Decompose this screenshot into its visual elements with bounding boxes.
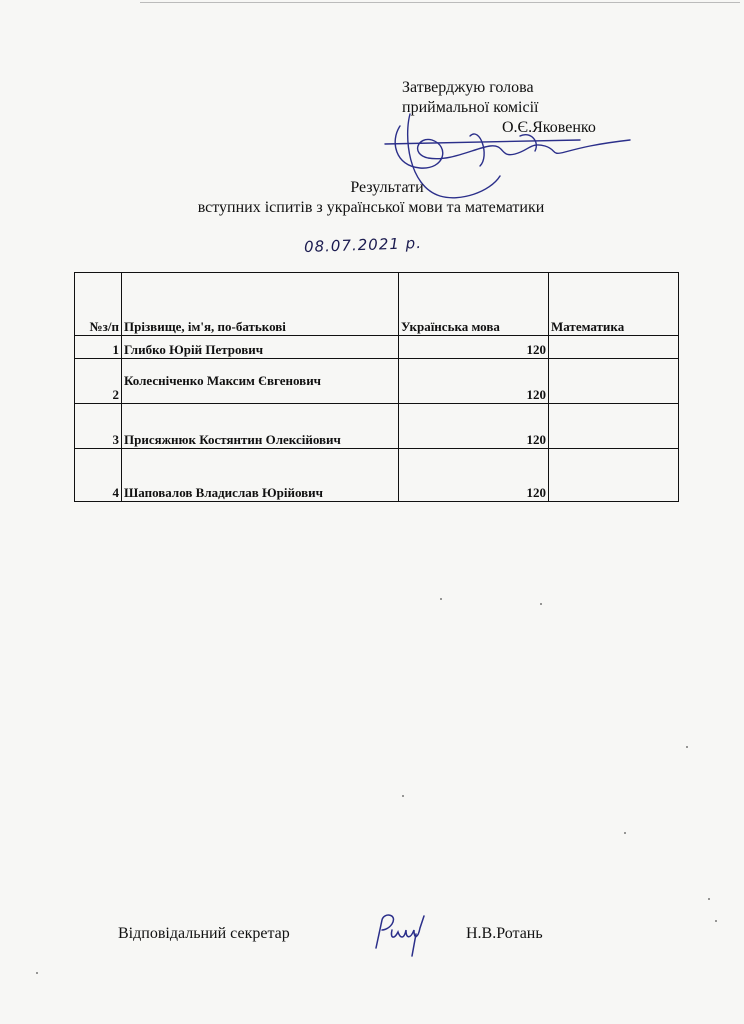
- row-math-score: [549, 359, 679, 404]
- header-name: Прізвище, ім'я, по-батькові: [122, 273, 399, 336]
- document-title: [0, 178, 744, 218]
- secretary-name: Н.В.Ротань: [466, 925, 543, 942]
- row-ukrainian-score: 120: [399, 449, 549, 502]
- table-row: [75, 449, 679, 502]
- secretary-signature: [368, 908, 438, 958]
- scan-speck: [440, 598, 442, 600]
- approval-line-1: Затверджую голова: [402, 79, 534, 96]
- row-num: 1: [75, 336, 122, 359]
- table-row: [75, 404, 679, 449]
- scan-speck: [715, 920, 717, 922]
- row-math-score: [549, 336, 679, 359]
- handwritten-date: 08.07.2021 р.: [303, 233, 423, 257]
- row-ukrainian-score: 120: [399, 404, 549, 449]
- row-name: Глибко Юрій Петрович: [122, 336, 399, 359]
- results-table: [74, 272, 679, 502]
- scan-speck: [540, 603, 542, 605]
- approval-signatory: О.Є.Яковенко: [502, 119, 596, 136]
- scan-speck: [36, 972, 38, 974]
- row-name: Колесніченко Максим Євгенович: [122, 359, 399, 404]
- row-num: 3: [75, 404, 122, 449]
- header-math: Математика: [549, 273, 679, 336]
- row-math-score: [549, 449, 679, 502]
- scan-edge-line: [140, 2, 740, 3]
- scan-speck: [708, 898, 710, 900]
- approval-line-2: приймальної комісії: [402, 99, 539, 116]
- row-name: Присяжнюк Костянтин Олексійович: [122, 404, 399, 449]
- scan-speck: [686, 746, 688, 748]
- title-line-1: Результати: [350, 179, 424, 196]
- approval-block: [402, 78, 596, 138]
- secretary-role: Відповідальний секретар: [118, 925, 290, 942]
- row-name: Шаповалов Владислав Юрійович: [122, 449, 399, 502]
- scan-speck: [624, 832, 626, 834]
- header-num: №з/п: [75, 273, 122, 336]
- title-line-2: вступних іспитів з української мови та математики: [197, 199, 545, 216]
- scan-speck: [402, 795, 404, 797]
- row-math-score: [549, 404, 679, 449]
- row-ukrainian-score: 120: [399, 336, 549, 359]
- header-ukrainian: Українська мова: [399, 273, 549, 336]
- table-header-row: [75, 273, 679, 336]
- row-num: 2: [75, 359, 122, 404]
- row-num: 4: [75, 449, 122, 502]
- table-row: [75, 359, 679, 404]
- row-ukrainian-score: 120: [399, 359, 549, 404]
- table-row: [75, 336, 679, 359]
